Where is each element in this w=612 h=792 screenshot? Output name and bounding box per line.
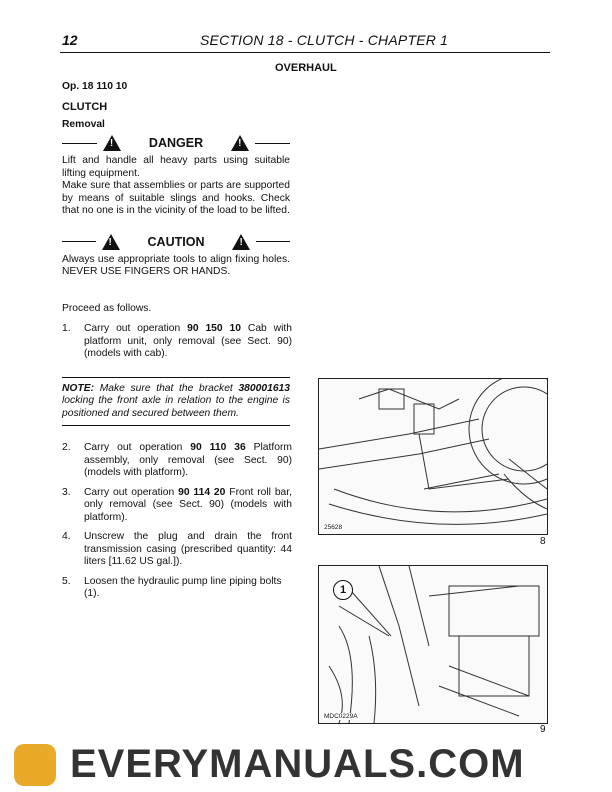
step-2: 2. Carry out operation 90 110 36 Platform assembly, only removal (see Sect. 90) (models with platform). (62, 442, 292, 478)
note: NOTE: Make sure that the bracket 380001613 locking the front axle in relation to the engine is positioned and secured between them. (62, 382, 290, 419)
note-rule-bottom (62, 425, 290, 426)
op-number: Op. 18 110 10 (62, 81, 128, 92)
overhaul-heading: OVERHAUL (275, 62, 337, 74)
clutch-heading: CLUTCH (62, 100, 108, 113)
header-rule (60, 52, 550, 53)
danger-box (62, 135, 290, 218)
figure-number: 9 (540, 724, 546, 735)
proceed-text: Proceed as follows. (62, 302, 152, 314)
danger-text-2: Make sure that assemblies or parts are supported by means of suitable slings and hooks. Check that no one is in the vicinity of the load to be lifted. (62, 180, 290, 216)
caution-label: CAUTION (147, 234, 205, 249)
danger-label: DANGER (148, 136, 204, 150)
warning-triangle-icon: ! (103, 135, 121, 151)
watermark-logo-icon (14, 744, 56, 786)
note-rule-top (62, 377, 290, 378)
figure-code: 25628 (324, 524, 343, 531)
caution-text: Always use appropriate tools to align fixing holes. NEVER USE FINGERS OR HANDS. (62, 253, 290, 277)
figure-9-illustration (318, 565, 548, 724)
watermark: EVERYMANUALS.COM (70, 742, 525, 786)
figure-8-illustration (318, 378, 548, 535)
warning-triangle-icon: ! (231, 135, 249, 151)
callout-1: 1 (333, 580, 353, 600)
warning-triangle-icon: ! (232, 234, 250, 250)
left-column (62, 81, 292, 601)
step-5: 5. Loosen the hydraulic pump line piping bolts (1). (62, 575, 282, 599)
section-title: SECTION 18 - CLUTCH - CHAPTER 1 (200, 32, 449, 48)
step-4: 4. Unscrew the plug and drain the front transmission casing (prescribed quantity: 44 liters [11.62 US gal.]). (62, 531, 292, 567)
warning-triangle-icon: ! (102, 234, 120, 250)
step-1: 1. Carry out operation 90 150 10 Cab with platform unit, only removal (see Sect. 90) (models with cab). (62, 323, 292, 359)
removal-heading: Removal (62, 118, 105, 130)
page-number: 12 (62, 32, 78, 48)
caution-box (62, 234, 290, 279)
danger-text: Lift and handle all heavy parts using suitable lifting equipment. (62, 155, 290, 179)
figure-code: MDC0229A (324, 713, 358, 720)
figure-number: 8 (540, 536, 546, 547)
step-3: 3. Carry out operation 90 114 20 Front roll bar, only removal (see Sect. 90) (models with platform). (62, 486, 292, 523)
